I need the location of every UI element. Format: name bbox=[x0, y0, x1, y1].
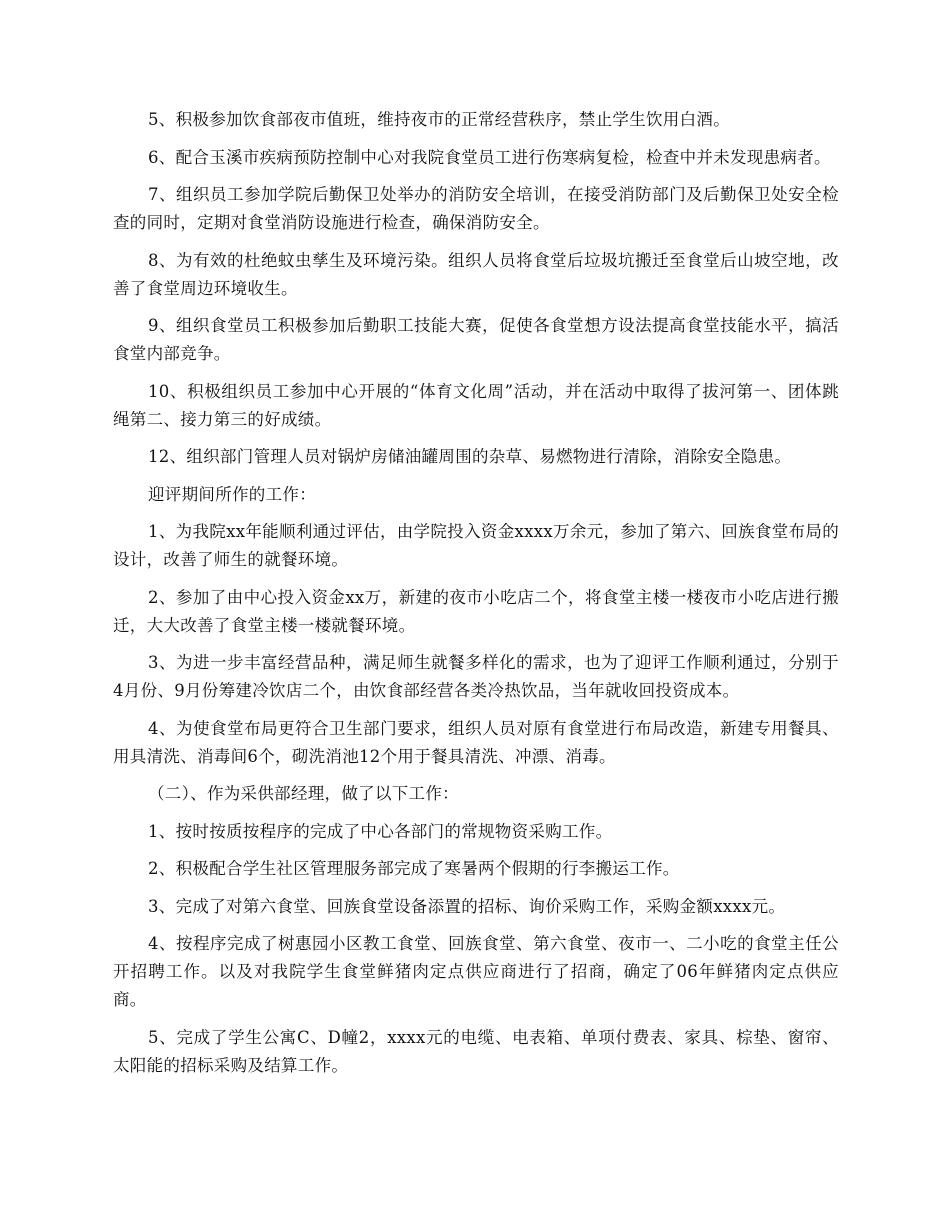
paragraph: 3、完成了对第六食堂、回族食堂设备添置的招标、询价采购工作，采购金额xxxx元。 bbox=[148, 896, 786, 916]
document-body bbox=[113, 106, 839, 1089]
paragraph: 9、组织食堂员工积极参加后勤职工技能大赛，促使各食堂想方设法提高食堂技能水平，搞活食堂内部竞争。 bbox=[113, 316, 839, 363]
paragraph: 3、为进一步丰富经营品种，满足师生就餐多样化的需求，也为了迎评工作顺利通过，分别于4月份、9月份筹建冷饮店二个，由饮食部经营各类冷热饮品，当年就收回投资成本。 bbox=[113, 653, 839, 700]
paragraph: 1、按时按质按程序的完成了中心各部门的常规物资采购工作。 bbox=[148, 821, 613, 841]
paragraph: 2、参加了由中心投入资金xx万，新建的夜市小吃店二个，将食堂主楼一楼夜市小吃店进行搬迁，大大改善了食堂主楼一楼就餐环境。 bbox=[113, 587, 839, 635]
paragraph: 10、积极组织员工参加中心开展的“体育文化周”活动，并在活动中取得了拔河第一、团体跳绳第二、接力第三的好成绩。 bbox=[113, 381, 839, 429]
section-heading: 迎评期间所作的工作： bbox=[148, 484, 316, 504]
paragraph: 5、积极参加饮食部夜市值班，维持夜市的正常经营秩序，禁止学生饮用白酒。 bbox=[148, 110, 730, 129]
paragraph: 4、按程序完成了树惠园小区教工食堂、回族食堂、第六食堂、夜市一、二小吃的食堂主任公开招聘工作。以及对我院学生食堂鲜猪肉定点供应商进行了招商，确定了06年鲜猪肉定点供应商。 bbox=[113, 934, 839, 1009]
paragraph: 7、组织员工参加学院后勤保卫处举办的消防安全培训，在接受消防部门及后勤保卫处安全检查的同时，定期对食堂消防设施进行检查，确保消防安全。 bbox=[113, 185, 839, 232]
paragraph: 6、配合玉溪市疾病预防控制中心对我院食堂员工进行伤寒病复检，检查中并未发现患病者。 bbox=[148, 147, 831, 167]
paragraph: 2、积极配合学生社区管理服务部完成了寒暑两个假期的行李搬运工作。 bbox=[148, 859, 680, 878]
paragraph: 8、为有效的杜绝蚊虫孳生及环境污染。组织人员将食堂后垃圾坑搬迁至食堂后山坡空地，改善了食堂周边环境收生。 bbox=[113, 250, 839, 298]
paragraph: 1、为我院xx年能顺利通过评估，由学院投入资金xxxx万余元，参加了第六、回族食堂布局的设计，改善了师生的就餐环境。 bbox=[113, 522, 839, 569]
section-heading: （二）、作为采供部经理，做了以下工作： bbox=[148, 784, 459, 803]
paragraph: 5、完成了学生公寓C、D幢2，xxxx元的电缆、电表箱、单项付费表、家具、棕垫、窗帘、太阳能的招标采购及结算工作。 bbox=[113, 1027, 839, 1075]
paragraph: 4、为使食堂布局更符合卫生部门要求，组织人员对原有食堂进行布局改造，新建专用餐具、用具清洗、消毒间6个，砌洗消池12个用于餐具清洗、冲漂、消毒。 bbox=[113, 718, 839, 766]
paragraph: 12、组织部门管理人员对锅炉房储油罐周围的杂草、易燃物进行清除，消除安全隐患。 bbox=[148, 447, 792, 466]
